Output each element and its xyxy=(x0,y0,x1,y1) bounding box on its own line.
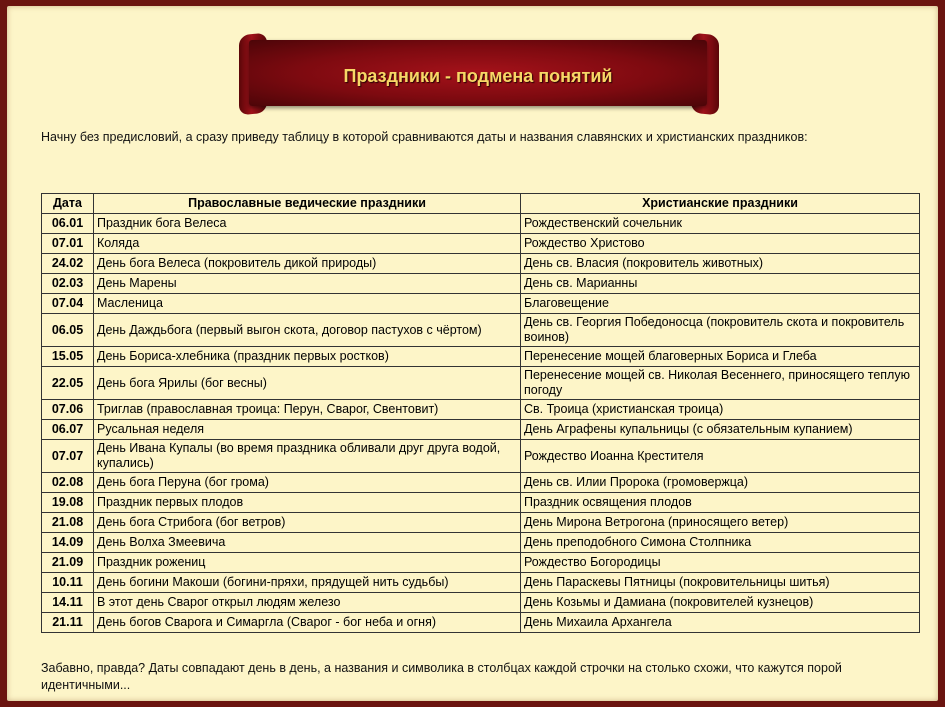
table-row xyxy=(42,473,920,493)
table-row xyxy=(42,513,920,533)
header-christian: Христианские праздники xyxy=(521,194,920,214)
vedic-cell: В этот день Сварог открыл людям железо xyxy=(94,593,521,613)
vedic-cell: День богов Сварога и Симаргла (Сварог - бог неба и огня) xyxy=(94,613,521,633)
christian-cell: Рождество Иоанна Крестителя xyxy=(521,440,920,473)
date-cell: 02.08 xyxy=(42,473,94,493)
date-cell: 24.02 xyxy=(42,254,94,274)
date-cell: 07.06 xyxy=(42,400,94,420)
christian-cell: День св. Георгия Победоносца (покровитель скота и покровитель воинов) xyxy=(521,314,920,347)
vedic-cell: День бога Ярилы (бог весны) xyxy=(94,367,521,400)
date-cell: 02.03 xyxy=(42,274,94,294)
table-row xyxy=(42,553,920,573)
vedic-cell: Коляда xyxy=(94,234,521,254)
date-cell: 21.08 xyxy=(42,513,94,533)
christian-cell: Перенесение мощей благоверных Бориса и Глеба xyxy=(521,347,920,367)
christian-cell: Рождество Христово xyxy=(521,234,920,254)
date-cell: 21.09 xyxy=(42,553,94,573)
vedic-cell: День Даждьбога (первый выгон скота, договор пастухов с чёртом) xyxy=(94,314,521,347)
vedic-cell: День Бориса-хлебника (праздник первых ростков) xyxy=(94,347,521,367)
christian-cell: Перенесение мощей св. Николая Весеннего, приносящего теплую погоду xyxy=(521,367,920,400)
table-row xyxy=(42,400,920,420)
table-row xyxy=(42,440,920,473)
christian-cell: Рождественский сочельник xyxy=(521,214,920,234)
christian-cell: Рождество Богородицы xyxy=(521,553,920,573)
christian-cell: День Параскевы Пятницы (покровительницы шитья) xyxy=(521,573,920,593)
date-cell: 22.05 xyxy=(42,367,94,400)
date-cell: 07.07 xyxy=(42,440,94,473)
christian-cell: День св. Власия (покровитель животных) xyxy=(521,254,920,274)
date-cell: 06.07 xyxy=(42,420,94,440)
date-cell: 06.01 xyxy=(42,214,94,234)
date-cell: 14.11 xyxy=(42,593,94,613)
table-row xyxy=(42,613,920,633)
christian-cell: День св. Илии Пророка (громовержца) xyxy=(521,473,920,493)
christian-cell: Праздник освящения плодов xyxy=(521,493,920,513)
christian-cell: Благовещение xyxy=(521,294,920,314)
vedic-cell: Масленица xyxy=(94,294,521,314)
date-cell: 07.04 xyxy=(42,294,94,314)
holidays-table xyxy=(41,193,920,633)
christian-cell: День Мирона Ветрогона (приносящего ветер) xyxy=(521,513,920,533)
table-row xyxy=(42,274,920,294)
table-row xyxy=(42,493,920,513)
vedic-cell: Триглав (православная троица: Перун, Сварог, Свентовит) xyxy=(94,400,521,420)
table-row xyxy=(42,294,920,314)
table-row xyxy=(42,367,920,400)
table-row xyxy=(42,420,920,440)
christian-cell: День Козьмы и Дамиана (покровителей кузнецов) xyxy=(521,593,920,613)
christian-cell: День Аграфены купальницы (с обязательным купанием) xyxy=(521,420,920,440)
table-row xyxy=(42,533,920,553)
christian-cell: День св. Марианны xyxy=(521,274,920,294)
vedic-cell: День бога Стрибога (бог ветров) xyxy=(94,513,521,533)
table-row xyxy=(42,314,920,347)
page-title: Праздники - подмена понятий xyxy=(343,66,613,86)
table-row xyxy=(42,234,920,254)
table-row xyxy=(42,347,920,367)
vedic-cell: День бога Перуна (бог грома) xyxy=(94,473,521,493)
date-cell: 14.09 xyxy=(42,533,94,553)
vedic-cell: Праздник бога Велеса xyxy=(94,214,521,234)
vedic-cell: День Волха Змеевича xyxy=(94,533,521,553)
vedic-cell: День Марены xyxy=(94,274,521,294)
date-cell: 19.08 xyxy=(42,493,94,513)
table-row xyxy=(42,573,920,593)
christian-cell: Св. Троица (христианская троица) xyxy=(521,400,920,420)
date-cell: 06.05 xyxy=(42,314,94,347)
table-row xyxy=(42,214,920,234)
outro-text: Забавно, правда? Даты совпадают день в день, а названия и символика в столбцах каждой строчки на столько схожи, что кажутся порой идентичными... xyxy=(41,661,842,692)
vedic-cell: День Ивана Купалы (во время праздника обливали друг друга водой, купались) xyxy=(94,440,521,473)
vedic-cell: День бога Велеса (покровитель дикой природы) xyxy=(94,254,521,274)
date-cell: 07.01 xyxy=(42,234,94,254)
title-banner xyxy=(239,34,719,114)
table-row xyxy=(42,254,920,274)
page-frame xyxy=(7,6,938,701)
banner-ribbon xyxy=(249,40,707,106)
vedic-cell: Праздник рожениц xyxy=(94,553,521,573)
table-row xyxy=(42,593,920,613)
christian-cell: День преподобного Симона Столпника xyxy=(521,533,920,553)
date-cell: 10.11 xyxy=(42,573,94,593)
vedic-cell: Русальная неделя xyxy=(94,420,521,440)
vedic-cell: День богини Макоши (богини-пряхи, прядущей нить судьбы) xyxy=(94,573,521,593)
intro-text: Начну без предисловий, а сразу приведу таблицу в которой сравниваются даты и названия славянских и христианских праздников: xyxy=(41,130,808,144)
table-header-row xyxy=(42,194,920,214)
date-cell: 15.05 xyxy=(42,347,94,367)
header-vedic: Православные ведические праздники xyxy=(94,194,521,214)
date-cell: 21.11 xyxy=(42,613,94,633)
header-date: Дата xyxy=(42,194,94,214)
christian-cell: День Михаила Архангела xyxy=(521,613,920,633)
vedic-cell: Праздник первых плодов xyxy=(94,493,521,513)
